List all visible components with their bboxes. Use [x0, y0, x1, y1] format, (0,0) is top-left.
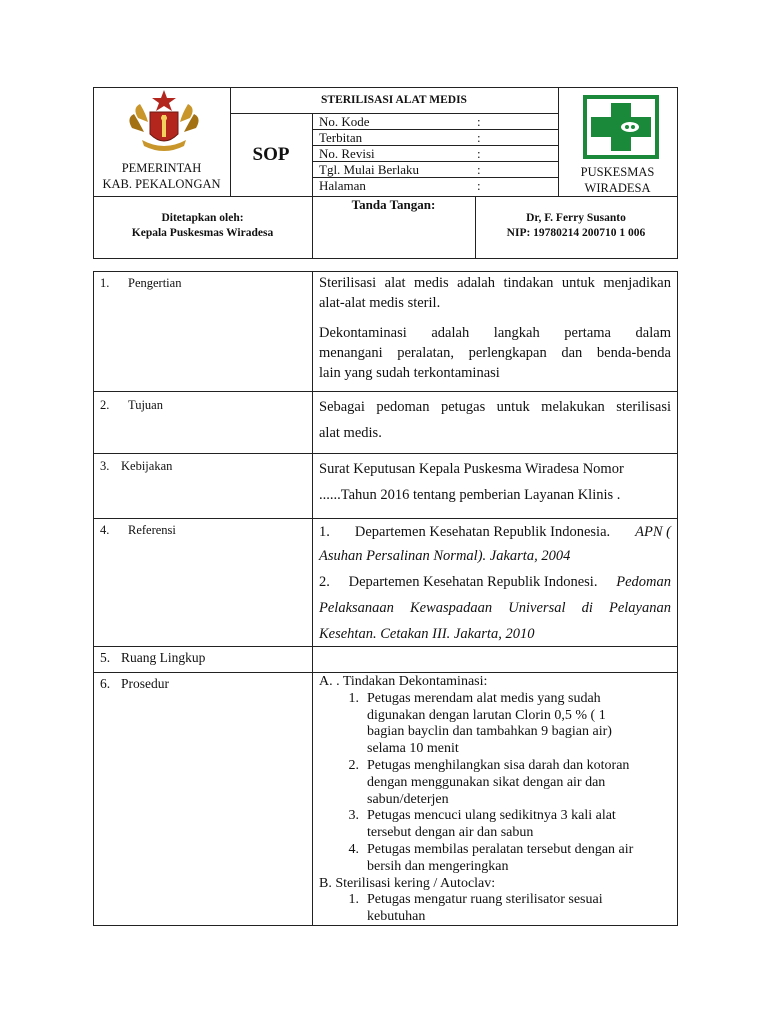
section-number: 4. [100, 523, 110, 537]
prosedur-heading-a: A. . Tindakan Dekontaminasi: [319, 674, 488, 689]
field-label: Terbitan [319, 130, 363, 145]
sop-label: SOP [252, 144, 290, 165]
section-number: 2. [100, 398, 110, 412]
field-label: Tgl. Mulai Berlaku [319, 162, 420, 177]
set-by-label: Ditetapkan oleh: [161, 212, 244, 224]
pengertian-text: Sterilisasi alat medis adalah tindakan untuk menjadikan alat-alat medis steril. Dekontaminasi adalah langkah pertama dalam menangani peralatan, perlengkapan dan benda-benda lain yang sudah terkontaminasi [319, 275, 671, 381]
referensi-list: 1. Departemen Kesehatan Republik Indonesia. APN ( Asuhan Persalinan Normal). Jakarta, 2004 2. Departemen Kesehatan Republik Indonesi. Pedoman Pelaksanaan Kewaspadaan Universal di Pelayanan Kesehtan. Cetakan III. Jakarta, 2010 [319, 520, 671, 646]
list-item: 1. Petugas merendam alat medis yang sudah digunakan dengan larutan Clorin 0,5 % ( 1 bagian bayclin dan tambahkan 9 bagian air) selama 10 menit [348, 690, 612, 757]
field-colon: : [477, 178, 481, 193]
section-number: 6. [100, 676, 111, 691]
field-colon: : [477, 114, 481, 129]
field-colon: : [477, 130, 481, 145]
section-number: 5. [100, 650, 111, 665]
tujuan-text: Sebagai pedoman petugas untuk melakukan sterilisasi alat medis. [319, 399, 671, 441]
steps-a [319, 691, 675, 876]
section-number: 1. [100, 276, 110, 290]
section-label-referensi: Referensi [128, 523, 176, 537]
signer-nip: NIP: 19780214 200710 1 006 [506, 227, 646, 239]
regency-emblem-icon [118, 88, 210, 158]
section-label-ruang-lingkup: Ruang Lingkup [121, 650, 206, 665]
document-title: STERILISASI ALAT MEDIS [321, 94, 467, 106]
list-item: 1. Petugas mengatur ruang sterilisator sesuai kebutuhan [348, 892, 603, 925]
list-item: 3. Petugas mencuci ulang sedikitnya 3 kali alat tersebut dengan air dan sabun [348, 808, 616, 841]
kebijakan-text: Surat Keputusan Kepala Puskesma Wiradesa Nomor ......Tahun 2016 tentang pemberian Layanan Klinis . [319, 461, 624, 503]
section-label-prosedur: Prosedur [121, 676, 169, 691]
section-label-pengertian: Pengertian [128, 276, 182, 290]
reference-item: 1. Departemen Kesehatan Republik Indonesia. APN ( [319, 524, 671, 540]
government-name: PEMERINTAH KAB. PEKALONGAN [102, 161, 221, 191]
clinic-name: PUSKESMAS WIRADESA [580, 165, 655, 195]
prosedur-heading-b: B. Sterilisasi kering / Autoclav: [319, 875, 496, 891]
field-label: Halaman [319, 178, 366, 193]
field-label: No. Kode [319, 114, 370, 129]
reference-item: 2. Departemen Kesehatan Republik Indonesi. Pedoman [319, 574, 671, 590]
field-colon: : [477, 146, 481, 161]
steps-b [319, 892, 675, 926]
section-label-kebijakan: Kebijakan [121, 459, 173, 473]
list-item: 2. Petugas menghilangkan sisa darah dan kotoran dengan menggunakan sikat dengan air dan sabun/deterjen [348, 757, 630, 807]
section-label-tujuan: Tujuan [128, 398, 163, 412]
field-colon: : [477, 162, 481, 177]
signature-label: Tanda Tangan: [351, 197, 436, 212]
list-item: 4. Petugas membilas peralatan tersebut dengan air bersih dan mengeringkan [348, 841, 634, 874]
prosedur-content [319, 674, 675, 926]
puskesmas-logo-icon [583, 95, 659, 159]
signer-name: Dr, F. Ferry Susanto [526, 212, 626, 224]
set-by-role: Kepala Puskesmas Wiradesa [131, 227, 274, 239]
field-label: No. Revisi [319, 146, 375, 161]
section-number: 3. [100, 459, 110, 473]
